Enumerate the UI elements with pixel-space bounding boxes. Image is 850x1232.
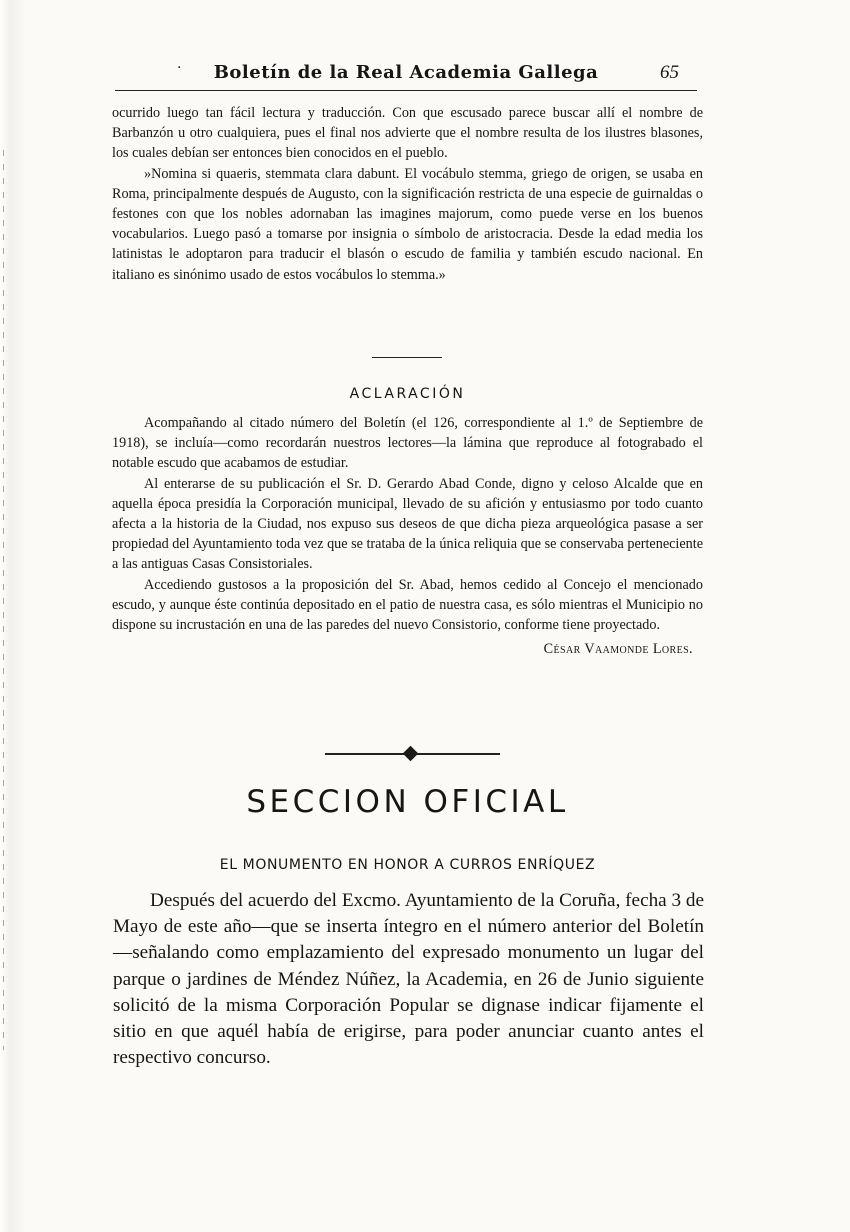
seccion-oficial-heading: SECCION OFICIAL: [246, 784, 569, 820]
page-binding-edge: [0, 0, 26, 1232]
aclaracion-paragraph-3: Accediendo gustosos a la proposición del Sr. Abad, hemos cedido al Concejo el mencionado escudo, y aunque éste continúa depositado en el patio de nuestra casa, es sólo mientras el Municipio no dispone su incrustación en una de las paredes del nuevo Consistorio, conforme tiene proyectado.: [112, 576, 703, 634]
journal-title: Boletín de la Real Academia Gallega: [213, 62, 599, 83]
monumento-paragraph: Después del acuerdo del Excmo. Ayuntamiento de la Coruña, fecha 3 de Mayo de este año—que se inserta íntegro en el número anterior del Boletín—señalando como emplazamiento del expresado monumento un lugar del parque o jardines de Méndez Núñez, la Academia, en 26 de Junio siguiente solicitó de la misma Corporación Popular se dignase indicar fijamente el sitio en que aquél había de erigirse, para poder anunciar cuanto antes el respectivo concurso.: [113, 890, 704, 1069]
seccion-oficial-body: [113, 888, 704, 1071]
running-head-dot: ·: [177, 60, 182, 76]
author-signature: César Vaamonde Lores.: [543, 641, 693, 658]
monumento-subheading: EL MONUMENTO EN HONOR A CURROS ENRÍQUEZ: [219, 857, 596, 873]
ornamental-divider: [325, 744, 500, 764]
top-section: [112, 103, 703, 285]
running-head: [115, 60, 697, 91]
paragraph-nomina: »Nomina si quaeris, stemmata clara dabunt. El vocábulo stemma, griego de origen, se usaba en Roma, principalmente después de Augusto, con la significación restricta de una especie de guirnaldas o festones con que los nobles adornaban las imagines majorum, como puede verse en los buenos vocabularios. Luego pasó a tomarse por insignia o símbolo de aristocracia. Desde la edad media los latinistas le adoptaron para traducir el blasón o escudo de familia y también escudo nacional. En italiano es sinónimo usado de estos vocábulos lo stemma.»: [112, 165, 703, 283]
section-divider-rule: [372, 357, 442, 358]
page-number: 65: [660, 62, 679, 83]
aclaracion-paragraph-1: Acompañando al citado número del Boletín (el 126, correspondiente al 1.º de Septiembre de 1918), se incluía—como recordarán nuestros lectores—la lámina que reproduce al fotograbado el notable escudo que acabamos de estudiar.: [112, 415, 703, 472]
paragraph-continuation: ocurrido luego tan fácil lectura y traducción. Con que escusado parece buscar allí el nombre de Barbanzón u otro cualquiera, pues el final nos advierte que el nombre resulta de los ilustres blasones, los cuales debían ser entonces bien conocidos en el pueblo.: [112, 105, 703, 162]
ornament-diamond-icon: [403, 746, 419, 762]
aclaracion-heading: ACLARACIÓN: [349, 386, 466, 402]
aclaracion-paragraph-2: Al enterarse de su publicación el Sr. D. Gerardo Abad Conde, digno y celoso Alcalde que en aquella época presidía la Corporación municipal, llevado de su afición y entusiasmo por todo cuanto afecta a la historia de la Ciudad, nos expuso sus deseos de que dicha pieza arqueológica pasase a ser propiedad del Ayuntamiento toda vez que se trataba de la única reliquia que se conservaba perteneciente a las antiguas Casas Consistoriales.: [112, 475, 703, 573]
aclaracion-section: [112, 413, 703, 659]
